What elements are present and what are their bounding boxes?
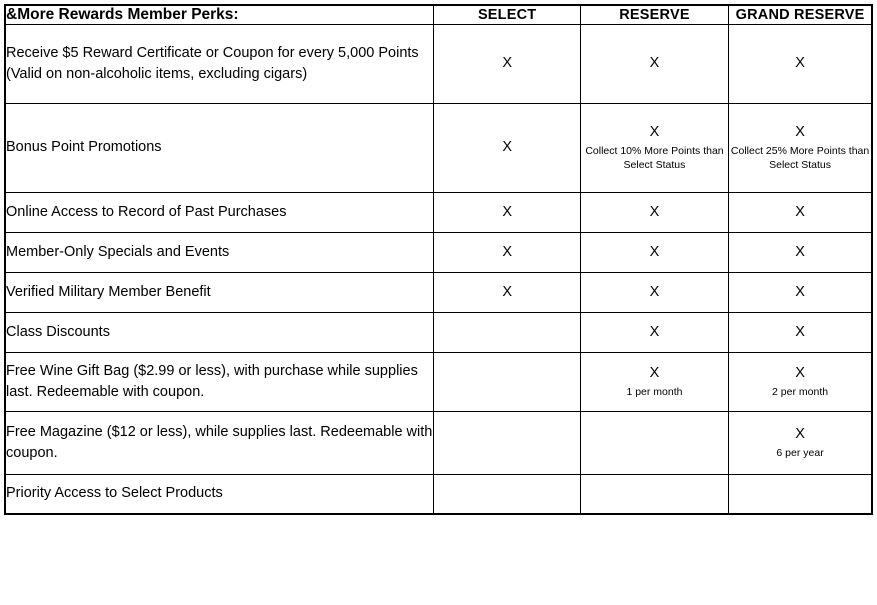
value-note: 1 per month: [626, 386, 683, 399]
select-value: [434, 273, 580, 313]
check-mark: X: [502, 204, 512, 221]
perk-label: Verified Military Member Benefit: [5, 273, 434, 313]
rewards-perks-page: [0, 4, 877, 605]
select-value: [434, 353, 580, 412]
grand-reserve-value: [729, 25, 872, 104]
check-mark: X: [502, 54, 512, 71]
check-mark: X: [795, 244, 805, 261]
check-mark: X: [795, 365, 805, 382]
reserve-value: [580, 353, 728, 412]
table-header-row: [5, 5, 872, 25]
check-mark: X: [502, 244, 512, 261]
reserve-value: [580, 273, 728, 313]
value-note: Collect 10% More Points than Select Status: [585, 145, 724, 172]
table-row: [5, 412, 872, 475]
table-row: [5, 104, 872, 193]
select-value: [434, 25, 580, 104]
perk-label: Member-Only Specials and Events: [5, 233, 434, 273]
reserve-value: [580, 193, 728, 233]
reserve-value: [580, 475, 728, 515]
value-note: 6 per year: [776, 447, 824, 460]
check-mark: X: [649, 284, 660, 301]
check-mark: X: [649, 204, 660, 221]
grand-reserve-value: [729, 412, 872, 475]
perk-label: Priority Access to Select Products: [5, 475, 434, 515]
value-note: Collect 25% More Points than Select Status: [730, 145, 870, 172]
check-mark: X: [795, 426, 805, 443]
column-header-grand-reserve: GRAND RESERVE: [729, 5, 872, 25]
check-mark: X: [795, 324, 805, 341]
select-value: [434, 475, 580, 515]
check-mark: X: [502, 284, 512, 301]
table-row: [5, 25, 872, 104]
check-mark: X: [649, 54, 660, 71]
check-mark: X: [649, 124, 660, 141]
table-row: [5, 193, 872, 233]
select-value: [434, 233, 580, 273]
grand-reserve-value: [729, 353, 872, 412]
column-header-reserve: RESERVE: [580, 5, 728, 25]
reserve-value: [580, 25, 728, 104]
check-mark: X: [795, 284, 805, 301]
table-row: [5, 353, 872, 412]
reserve-value: [580, 104, 728, 193]
select-value: [434, 313, 580, 353]
reserve-value: [580, 412, 728, 475]
check-mark: X: [502, 138, 512, 155]
check-mark: X: [649, 324, 660, 341]
rewards-perks-table: [4, 4, 873, 515]
table-row: [5, 233, 872, 273]
perk-label: Online Access to Record of Past Purchases: [5, 193, 434, 233]
check-mark: X: [795, 204, 805, 221]
perk-label: Receive $5 Reward Certificate or Coupon for every 5,000 Points (Valid on non-alcoholic items, excluding cigars): [5, 25, 434, 104]
perk-label: Bonus Point Promotions: [5, 104, 434, 193]
value-note: 2 per month: [772, 386, 829, 399]
grand-reserve-value: [729, 273, 872, 313]
table-row: [5, 475, 872, 515]
perk-label: Free Magazine ($12 or less), while supplies last. Redeemable with coupon.: [5, 412, 434, 475]
column-header-perks: &More Rewards Member Perks:: [5, 5, 434, 25]
perk-label: Free Wine Gift Bag ($2.99 or less), with purchase while supplies last. Redeemable with coupon.: [5, 353, 434, 412]
check-mark: X: [795, 124, 805, 141]
column-header-select: SELECT: [434, 5, 580, 25]
select-value: [434, 412, 580, 475]
check-mark: X: [649, 365, 660, 382]
grand-reserve-value: [729, 104, 872, 193]
grand-reserve-value: [729, 313, 872, 353]
select-value: [434, 193, 580, 233]
reserve-value: [580, 233, 728, 273]
perk-label: Class Discounts: [5, 313, 434, 353]
grand-reserve-value: [729, 475, 872, 515]
grand-reserve-value: [729, 193, 872, 233]
reserve-value: [580, 313, 728, 353]
grand-reserve-value: [729, 233, 872, 273]
table-row: [5, 273, 872, 313]
table-row: [5, 313, 872, 353]
check-mark: X: [795, 54, 805, 71]
select-value: [434, 104, 580, 193]
check-mark: X: [649, 244, 660, 261]
